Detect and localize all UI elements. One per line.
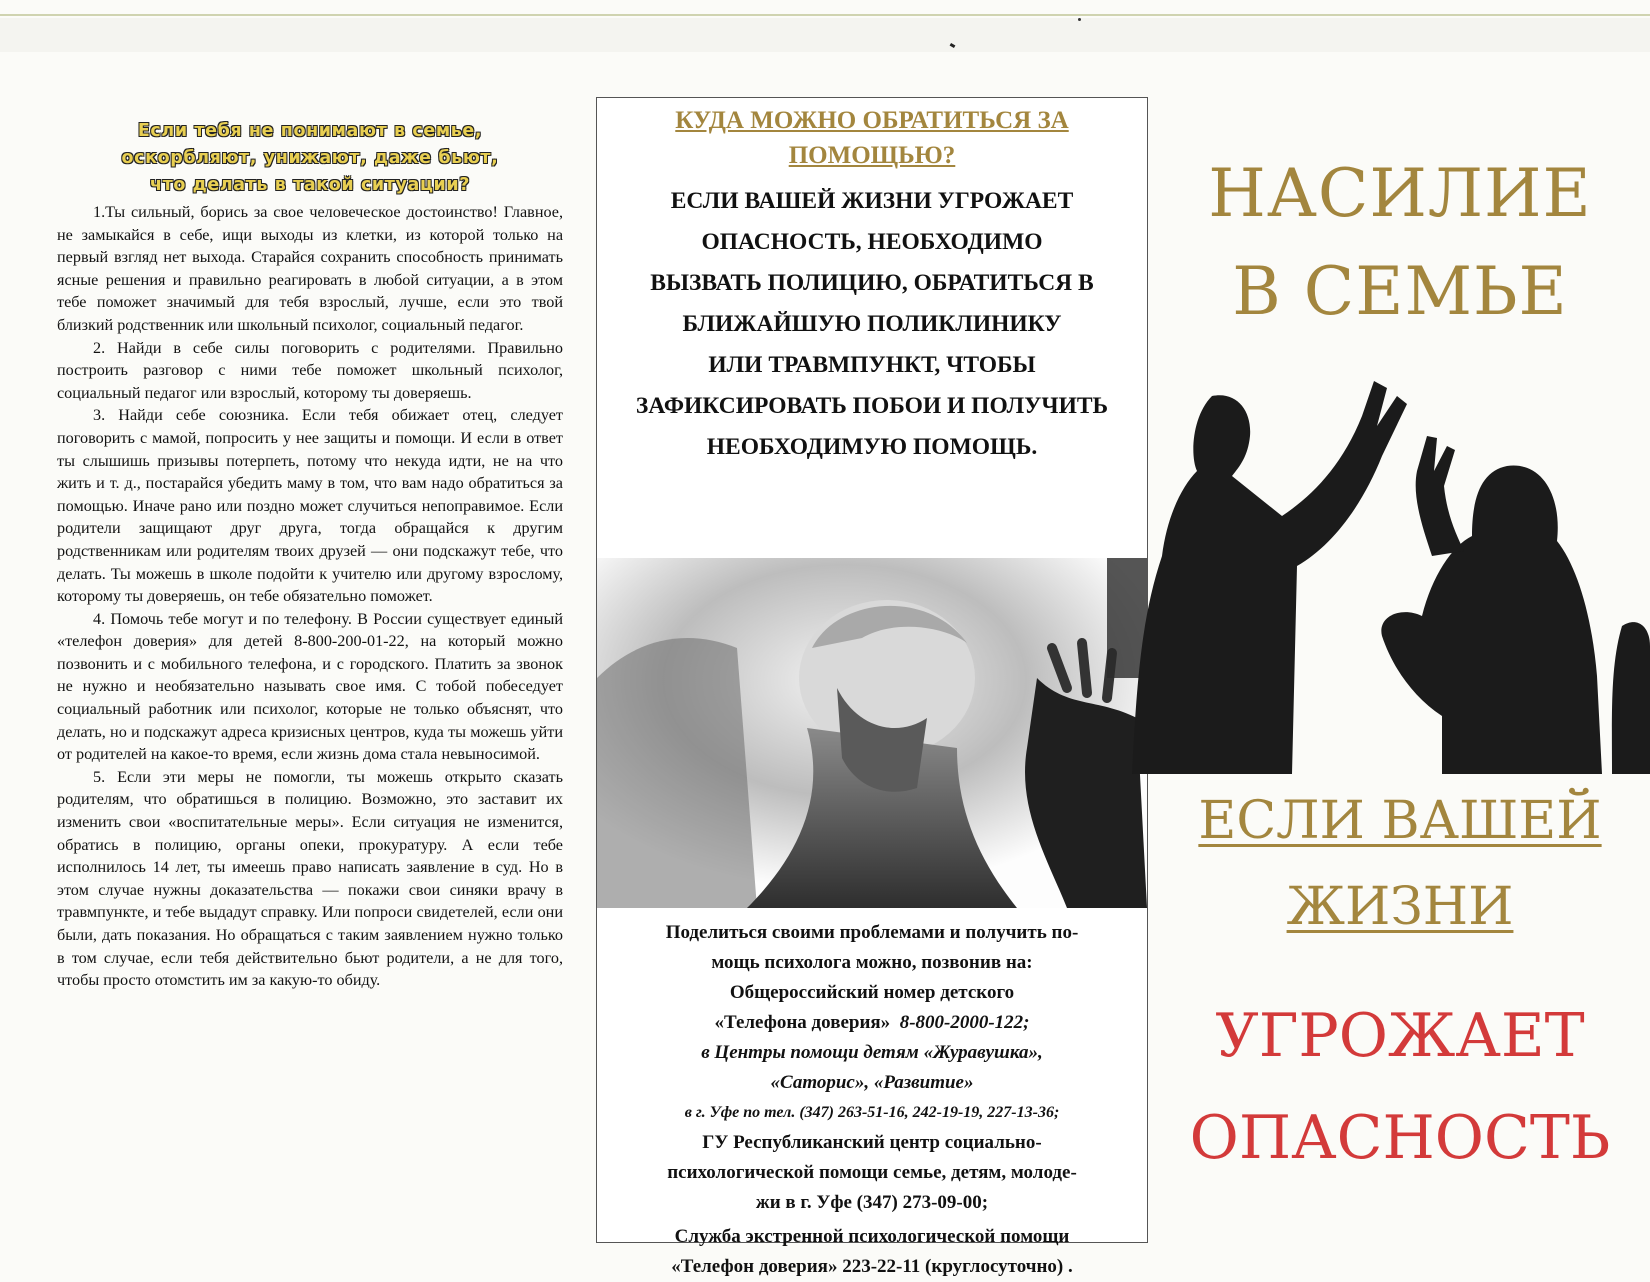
centers-phones: в г. Уфе по тел. (347) 263-51-16, 242-19-19, 227-13-36; <box>684 1104 1060 1121</box>
hotline-number: 8-800-2000-122; <box>899 1012 1030 1033</box>
left-heading <box>57 118 563 199</box>
distressed-child-photo <box>597 558 1147 908</box>
contacts-intro: мощь психолога можно, позвонив на: <box>711 952 1033 973</box>
warning-line: БЛИЖАЙШУЮ ПОЛИКЛИНИКУ <box>682 311 1062 337</box>
warning-line: ВЫЗВАТЬ ПОЛИЦИЮ, ОБРАТИТЬСЯ В <box>650 270 1094 296</box>
subtitle-line: ЖИЗНИ <box>1286 877 1514 937</box>
danger-line: ОПАСНОСТЬ <box>1189 1103 1611 1173</box>
help-heading-line: КУДА МОЖНО ОБРАТИТЬСЯ ЗА <box>675 107 1069 134</box>
emergency-line: Служба экстренной психологической помощи <box>674 1226 1070 1247</box>
left-heading-line: оскорбляют, унижают, даже бьют, <box>121 148 499 168</box>
hotline-row <box>597 1008 1147 1038</box>
subtitle-line: ЕСЛИ ВАШЕЙ <box>1198 791 1602 851</box>
gu-center-line: жи в г. Уфе (347) 273-09-00; <box>755 1192 989 1213</box>
advice-paragraph-4: 4. Помочь тебе могут и по телефону. В России существует единый «телефон доверия» для детей 8-800-200-01-22, на который можно позвонить и с мобильного телефона, и с городского. Платить за звонок не нужно и необязательно называть свое имя. С тобой побеседует социальный работник или психолог, которые не только объяснят, что делать, но и подскажут адреса кризисных центров, куда ты можешь уйти от родителей на какое-то время, если жизнь дома стала невыносимой. <box>57 609 563 764</box>
hotline-name: «Телефона доверия» <box>714 1012 891 1033</box>
left-heading-line: Если тебя не понимают в семье, <box>137 121 483 141</box>
help-heading <box>597 103 1147 173</box>
hotline-label: Общероссийский номер детского <box>729 982 1015 1003</box>
help-panel <box>596 97 1148 1277</box>
advice-paragraph-5: 5. Если эти меры не помогли, ты можешь открыто сказать родителям, что обратишься в полицию. Возможно, это заставит их изменить свои «воспитательные меры». Если ситуация не изменится, обратись в полицию, органы опеки, прокуратуру. А если тебе исполнилось 14 лет, ты имеешь право написать заявление в суд. Но в этом случае нужны доказательства — покажи свои синяки врачу в травмпункте, и тебе выдадут справку. Или попроси свидетелей, если они были, дать показания. Но обращаться с таким заявлением нужно только в том случае, если тебя действительно бьют родители, а не для того, чтобы просто отомстить им за какую-то обиду. <box>57 767 563 990</box>
brochure-subtitle <box>1150 778 1650 950</box>
left-column <box>57 118 563 992</box>
contacts-block <box>597 918 1147 1282</box>
brochure-title <box>1150 145 1650 341</box>
title-line: В СЕМЬЕ <box>1232 253 1568 330</box>
scan-top-line <box>0 14 1650 16</box>
gu-center-line: психологической помощи семье, детям, молоде- <box>667 1162 1077 1183</box>
warning-line: ЕСЛИ ВАШЕЙ ЖИЗНИ УГРОЖАЕТ <box>670 188 1074 214</box>
help-heading-line: ПОМОЩЬЮ? <box>788 142 956 169</box>
danger-line: УГРОЖАЕТ <box>1215 1001 1585 1071</box>
warning-line: ЗАФИКСИРОВАТЬ ПОБОИ И ПОЛУЧИТЬ <box>635 393 1109 419</box>
warning-line: ИЛИ ТРАВМПУНКТ, ЧТОБЫ <box>708 352 1036 378</box>
danger-warning <box>597 181 1147 468</box>
advice-paragraph-3: 3. Найди себе союзника. Если тебя обижает отец, следует поговорить с мамой, попросить у нее защиты и помощи. И если в ответ ты слышишь призывы потерпеть, потому что некуда идти, не на что жить и т. д., постарайся убедить маму в том, что вам надо обратиться за помощью. Иначе рано или поздно может случиться непоправимое. Если родители защищают друг друга, тогда обращайся к другим родственникам или родителям твоих друзей — они подскажут тебе, что делать. Ты можешь в школе подойти к учителю или другому взрослому, которому ты доверяешь, он тебе обязательно поможет. <box>57 406 563 606</box>
centers-line: «Саторис», «Развитие» <box>770 1072 974 1093</box>
contacts-intro: Поделиться своими проблемами и получить по- <box>665 922 1079 943</box>
scan-speck <box>1078 18 1081 21</box>
warning-line: ОПАСНОСТЬ, НЕОБХОДИМО <box>701 229 1043 255</box>
advice-paragraph-2: 2. Найди в себе силы поговорить с родителями. Правильно построить разговор с ними тебе поможет школьный психолог, социальный педагог или взрослый, которому ты доверяешь. <box>57 338 563 402</box>
domestic-violence-silhouette <box>1112 376 1650 774</box>
warning-line: НЕОБХОДИМУЮ ПОМОЩЬ. <box>706 434 1038 460</box>
gu-center-line: ГУ Республиканский центр социально- <box>702 1132 1042 1153</box>
advice-paragraph-1: 1.Ты сильный, борись за свое человеческое достоинство! Главное, не замыкайся в себе, ищи выходы из клетки, из которой только на первый взгляд нет выхода. Старайся сохранить способность принимать ясные решения и правильно реагировать в любой ситуации, а в этом тебе поможет значимый для тебя взрослый, лучше, если это твой близкий родственник или школьный психолог, социальный педагог. <box>57 203 563 334</box>
brochure-danger-text <box>1150 985 1650 1189</box>
centers-line: в Центры помощи детям «Журавушка», <box>701 1042 1043 1063</box>
left-heading-line: что делать в такой ситуации? <box>149 175 471 195</box>
title-line: НАСИЛИЕ <box>1208 155 1592 232</box>
scan-band <box>0 18 1650 52</box>
emergency-line: «Телефон доверия» 223-22-11 (круглосуточно) . <box>671 1256 1073 1277</box>
